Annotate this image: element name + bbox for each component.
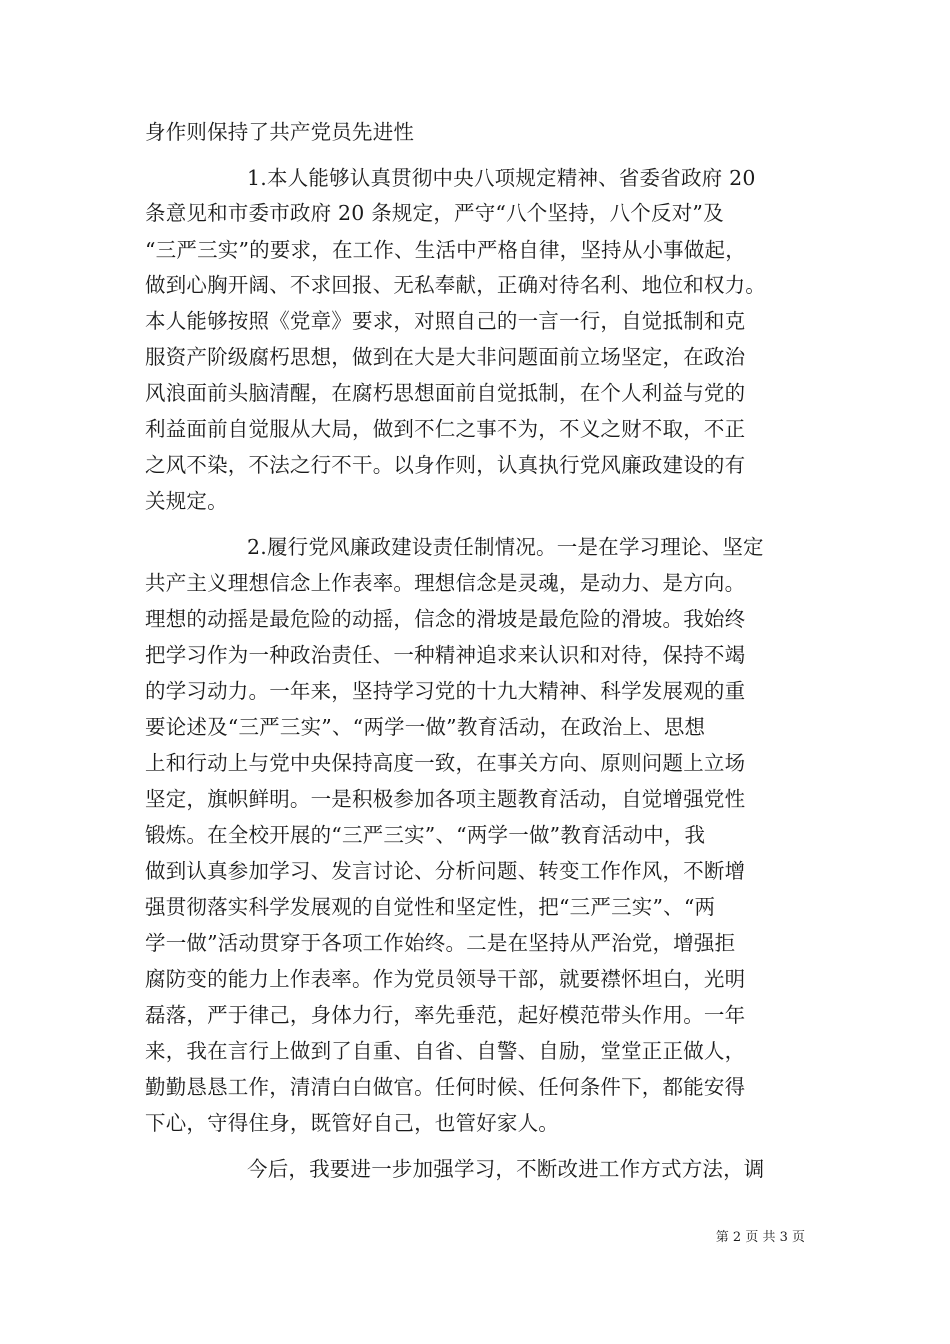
text-line: 把学习作为一种政治责任、一种精神追求来认识和对待，保持不竭: [145, 643, 746, 667]
text-line: 来，我在言行上做到了自重、自省、自警、自励，堂堂正正做人，: [145, 1039, 746, 1063]
text-line: 要论述及“三严三实”、“两学一做”教育活动，在政治上、思想: [145, 715, 706, 739]
text-line: 做到认真参加学习、发言讨论、分析问题、转变工作作风，不断增: [145, 859, 746, 883]
text-line: 坚定，旗帜鲜明。一是积极参加各项主题教育活动，自觉增强党性: [145, 787, 746, 811]
text-line: 强贯彻落实科学发展观的自觉性和坚定性，把“三严三实”、“两: [145, 895, 716, 919]
text-line: 勤勤恳恳工作，清清白白做官。任何时候、任何条件下，都能安得: [145, 1075, 746, 1099]
text-line: 下心，守得住身，既管好自己，也管好家人。: [145, 1111, 559, 1135]
text-line: 服资产阶级腐朽思想，做到在大是大非问题面前立场坚定，在政治: [145, 345, 746, 369]
text-line: “三严三实”的要求，在工作、生活中严格自律，坚持从小事做起，: [145, 238, 746, 262]
text-line: 身作则保持了共产党员先进性: [145, 120, 415, 144]
text-line: 风浪面前头脑清醒，在腐朽思想面前自觉抵制，在个人利益与党的: [145, 381, 746, 405]
text-line: 的学习动力。一年来，坚持学习党的十九大精神、科学发展观的重: [145, 679, 746, 703]
text-line: 共产主义理想信念上作表率。理想信念是灵魂，是动力、是方向。: [145, 571, 746, 595]
text-line: 磊落，严于律己，身体力行，率先垂范，起好模范带头作用。一年: [145, 1003, 746, 1027]
text-line: 做到心胸开阔、不求回报、无私奉献，正确对待名利、地位和权力。: [145, 273, 766, 297]
text-line: 锻炼。在全校开展的“三严三实”、“两学一做”教育活动中，我: [145, 823, 706, 847]
text-line: 关规定。: [145, 489, 228, 513]
text-line: 条意见和市委市政府 20 条规定，严守“八个坚持，八个反对”及: [145, 201, 724, 225]
text-line: 2.履行党风廉政建设责任制情况。一是在学习理论、坚定: [247, 535, 764, 559]
text-line: 上和行动上与党中央保持高度一致，在事关方向、原则问题上立场: [145, 751, 746, 775]
page-number: 第 2 页 共 3 页: [715, 1230, 805, 1245]
text-line: 学一做”活动贯穿于各项工作始终。二是在坚持从严治党，增强拒: [145, 931, 736, 955]
text-line: 1.本人能够认真贯彻中央八项规定精神、省委省政府 20: [247, 166, 756, 190]
text-line: 今后，我要进一步加强学习，不断改进工作方式方法，调: [247, 1157, 765, 1181]
text-line: 本人能够按照《党章》要求，对照自己的一言一行，自觉抵制和克: [145, 309, 746, 333]
text-line: 利益面前自觉服从大局，做到不仁之事不为，不义之财不取，不正: [145, 417, 746, 441]
text-line: 理想的动摇是最危险的动摇，信念的滑坡是最危险的滑坡。我始终: [145, 607, 746, 631]
text-line: 之风不染，不法之行不干。以身作则，认真执行党风廉政建设的有: [145, 453, 746, 477]
text-line: 腐防变的能力上作表率。作为党员领导干部，就要襟怀坦白，光明: [145, 967, 746, 991]
